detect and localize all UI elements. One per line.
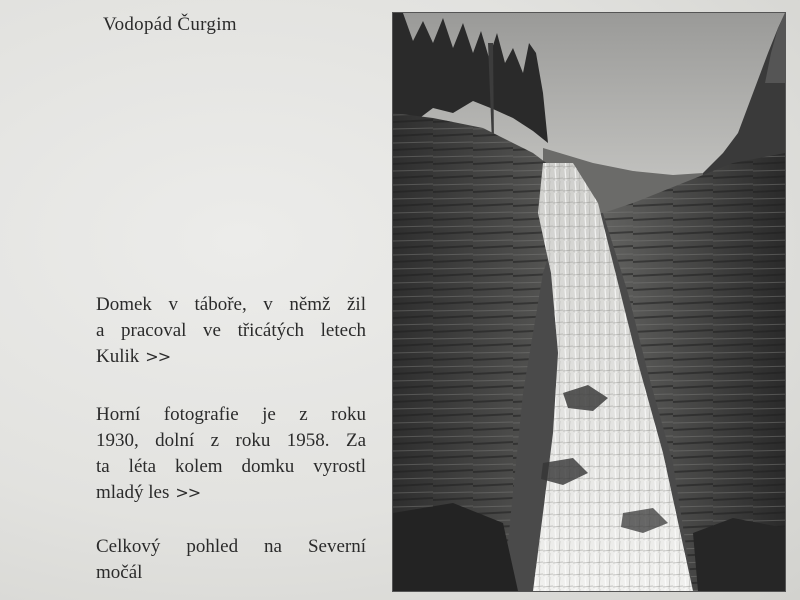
photo-caption: Vodopád Čurgim: [103, 14, 237, 35]
arrow-marker: >>: [175, 483, 201, 502]
caption-block-overview: [96, 534, 366, 586]
caption-line: a pracoval ve třicátých letech: [96, 320, 366, 341]
caption-line: ta léta kolem domku vyrostl: [96, 456, 366, 477]
caption-line: Horní fotografie je z roku: [96, 404, 366, 425]
waterfall-photo: [393, 13, 785, 591]
caption-block-cabin: [96, 292, 366, 370]
caption-line: Domek v táboře, v němž žil: [96, 294, 366, 315]
waterfall-illustration: [393, 13, 785, 591]
caption-line: močál: [96, 562, 143, 583]
arrow-marker: >>: [145, 347, 171, 366]
caption-line-text: mladý les: [96, 482, 170, 503]
caption-line: Celkový pohled na Severní: [96, 536, 366, 557]
caption-line-last: [96, 344, 366, 370]
caption-line: 1930, dolní z roku 1958. Za: [96, 430, 366, 451]
caption-block-years: [96, 402, 366, 506]
caption-line-last: [96, 480, 366, 506]
caption-line-text: Kulik: [96, 346, 140, 367]
